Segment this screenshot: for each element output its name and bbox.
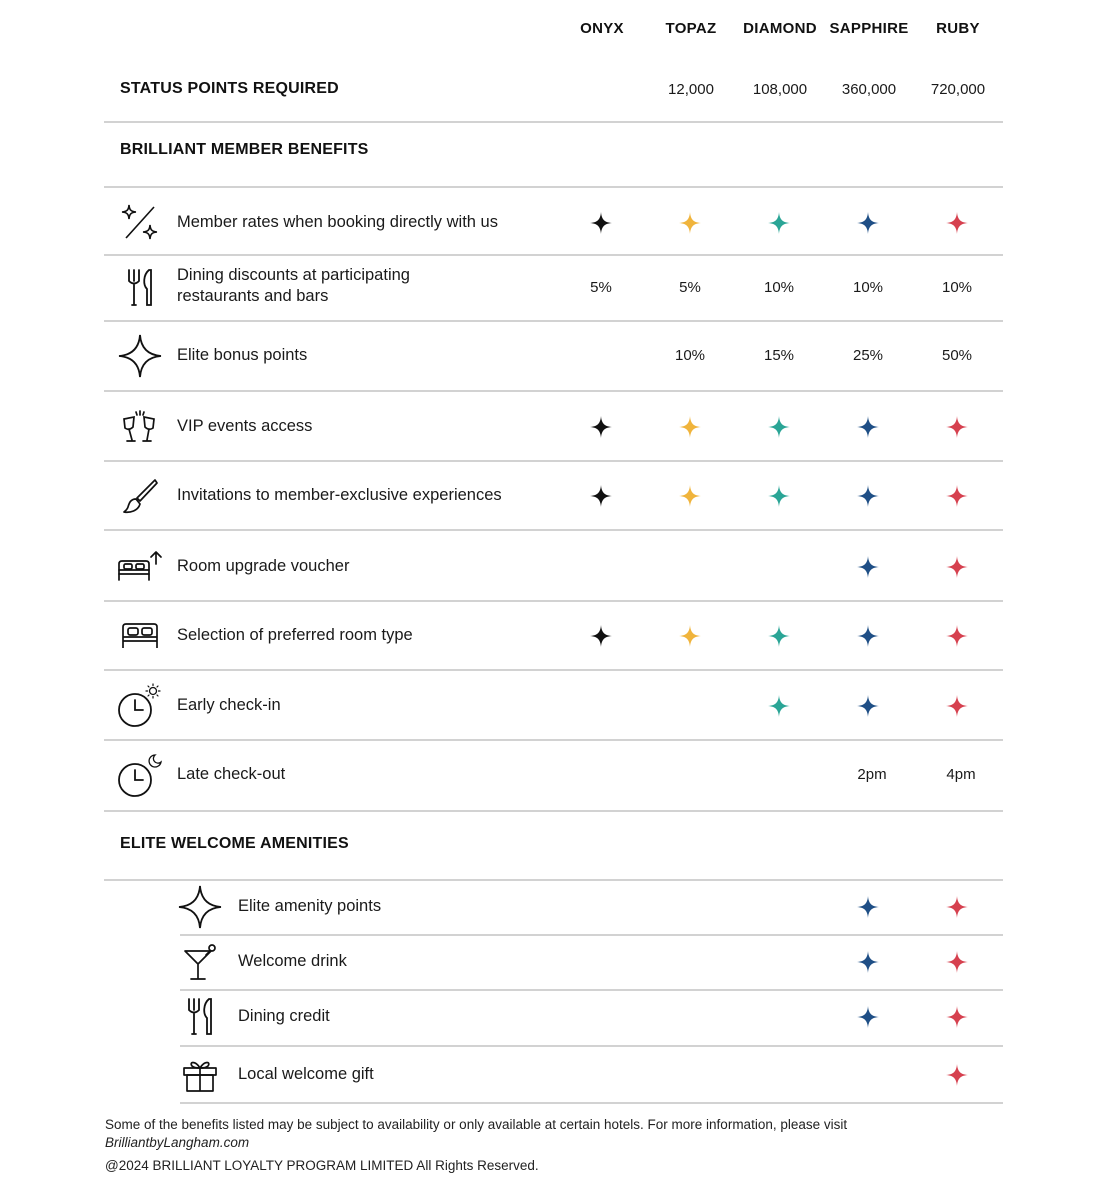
benefit-star-sapphire (856, 950, 880, 974)
benefit-label: Elite bonus points (177, 346, 308, 364)
benefit-star-diamond (767, 484, 791, 508)
benefit-star-onyx (589, 211, 613, 235)
benefit-label: VIP events access (177, 417, 313, 435)
amenity-label: Dining credit (238, 1007, 330, 1025)
benefit-star-ruby (945, 555, 969, 579)
benefit-star-sapphire (856, 895, 880, 919)
benefit-star-ruby (945, 895, 969, 919)
footer-note: Some of the benefits listed may be subject to availability or only available at certain hotels. For more information, please visit (105, 1117, 848, 1132)
divider (104, 879, 1003, 881)
benefit-label: Invitations to member-exclusive experiences (177, 486, 502, 504)
gift-icon (181, 1056, 219, 1094)
footer-link[interactable]: BrilliantbyLangham.com (105, 1135, 250, 1150)
benefit-value-sapphire: 25% (852, 347, 884, 364)
benefit-star-ruby (945, 211, 969, 235)
benefit-value-diamond: 15% (763, 347, 795, 364)
benefit-star-sapphire (856, 211, 880, 235)
status-points-topaz: 12,000 (668, 81, 714, 98)
star-icon (117, 333, 163, 379)
benefit-label: restaurants and bars (177, 287, 329, 305)
fork-knife-icon (183, 996, 217, 1038)
champagne-glasses-icon (120, 410, 160, 444)
divider (180, 1045, 1003, 1047)
clock-sun-icon (115, 683, 165, 729)
benefit-star-diamond (767, 211, 791, 235)
divider (104, 810, 1003, 812)
tier-header-onyx: ONYX (580, 20, 624, 37)
benefit-star-onyx (589, 415, 613, 439)
benefit-value-sapphire: 2pm (857, 766, 887, 783)
benefit-star-sapphire (856, 1005, 880, 1029)
benefit-star-sapphire (856, 484, 880, 508)
bed-icon (120, 621, 160, 651)
benefit-star-topaz (678, 211, 702, 235)
benefit-star-sapphire (856, 415, 880, 439)
clock-moon-icon (115, 752, 165, 798)
benefit-label: Early check-in (177, 696, 281, 714)
benefit-value-ruby: 10% (941, 279, 973, 296)
benefit-star-topaz (678, 624, 702, 648)
benefit-star-ruby (945, 1005, 969, 1029)
benefit-value-onyx: 5% (590, 279, 612, 296)
benefit-star-sapphire (856, 555, 880, 579)
fork-knife-icon (123, 267, 157, 309)
benefit-value-topaz: 10% (674, 347, 706, 364)
divider (104, 529, 1003, 531)
divider (104, 186, 1003, 188)
divider (104, 254, 1003, 256)
star-icon (177, 884, 223, 930)
benefit-label: Room upgrade voucher (177, 557, 350, 575)
cocktail-icon (180, 942, 220, 982)
benefit-value-ruby: 50% (941, 347, 973, 364)
benefit-star-ruby (945, 484, 969, 508)
benefit-star-topaz (678, 415, 702, 439)
divider (104, 121, 1003, 123)
benefit-star-sapphire (856, 624, 880, 648)
benefit-star-sapphire (856, 694, 880, 718)
divider (180, 989, 1003, 991)
divider (104, 460, 1003, 462)
tier-header-sapphire: SAPPHIRE (829, 20, 909, 37)
sparkles-icon (118, 201, 162, 245)
divider (104, 669, 1003, 671)
tier-header-topaz: TOPAZ (665, 20, 717, 37)
benefit-label: Late check-out (177, 765, 286, 783)
benefit-star-ruby (945, 415, 969, 439)
benefit-star-topaz (678, 484, 702, 508)
divider (104, 600, 1003, 602)
benefits-section-title: BRILLIANT MEMBER BENEFITS (120, 141, 369, 158)
benefit-value-sapphire: 10% (852, 279, 884, 296)
divider (104, 739, 1003, 741)
bed-upgrade-icon (116, 550, 164, 584)
benefit-star-diamond (767, 694, 791, 718)
amenity-label: Welcome drink (238, 952, 347, 970)
benefit-label: Selection of preferred room type (177, 626, 413, 644)
tier-header-diamond: DIAMOND (743, 20, 817, 37)
status-points-label: STATUS POINTS REQUIRED (120, 80, 339, 97)
amenity-label: Elite amenity points (238, 897, 382, 915)
benefit-value-topaz: 5% (679, 279, 701, 296)
paintbrush-icon (121, 477, 159, 515)
benefit-value-diamond: 10% (763, 279, 795, 296)
footer-copyright: @2024 BRILLIANT LOYALTY PROGRAM LIMITED All Rights Reserved. (105, 1158, 539, 1173)
benefit-star-diamond (767, 415, 791, 439)
divider (180, 934, 1003, 936)
divider (180, 1102, 1003, 1104)
status-points-sapphire: 360,000 (841, 81, 897, 98)
benefit-star-onyx (589, 624, 613, 648)
divider (104, 390, 1003, 392)
amenity-label: Local welcome gift (238, 1065, 374, 1083)
tier-header-ruby: RUBY (936, 20, 980, 37)
status-points-diamond: 108,000 (752, 81, 808, 98)
benefit-star-ruby (945, 1063, 969, 1087)
benefit-label: Member rates when booking directly with us (177, 213, 498, 231)
benefit-value-ruby: 4pm (946, 766, 976, 783)
benefit-star-onyx (589, 484, 613, 508)
benefit-star-ruby (945, 950, 969, 974)
benefit-star-ruby (945, 694, 969, 718)
benefit-label: Dining discounts at participating (177, 266, 410, 284)
amenities-section-title: ELITE WELCOME AMENITIES (120, 835, 349, 852)
status-points-ruby: 720,000 (930, 81, 986, 98)
divider (104, 320, 1003, 322)
benefit-star-ruby (945, 624, 969, 648)
benefit-star-diamond (767, 624, 791, 648)
